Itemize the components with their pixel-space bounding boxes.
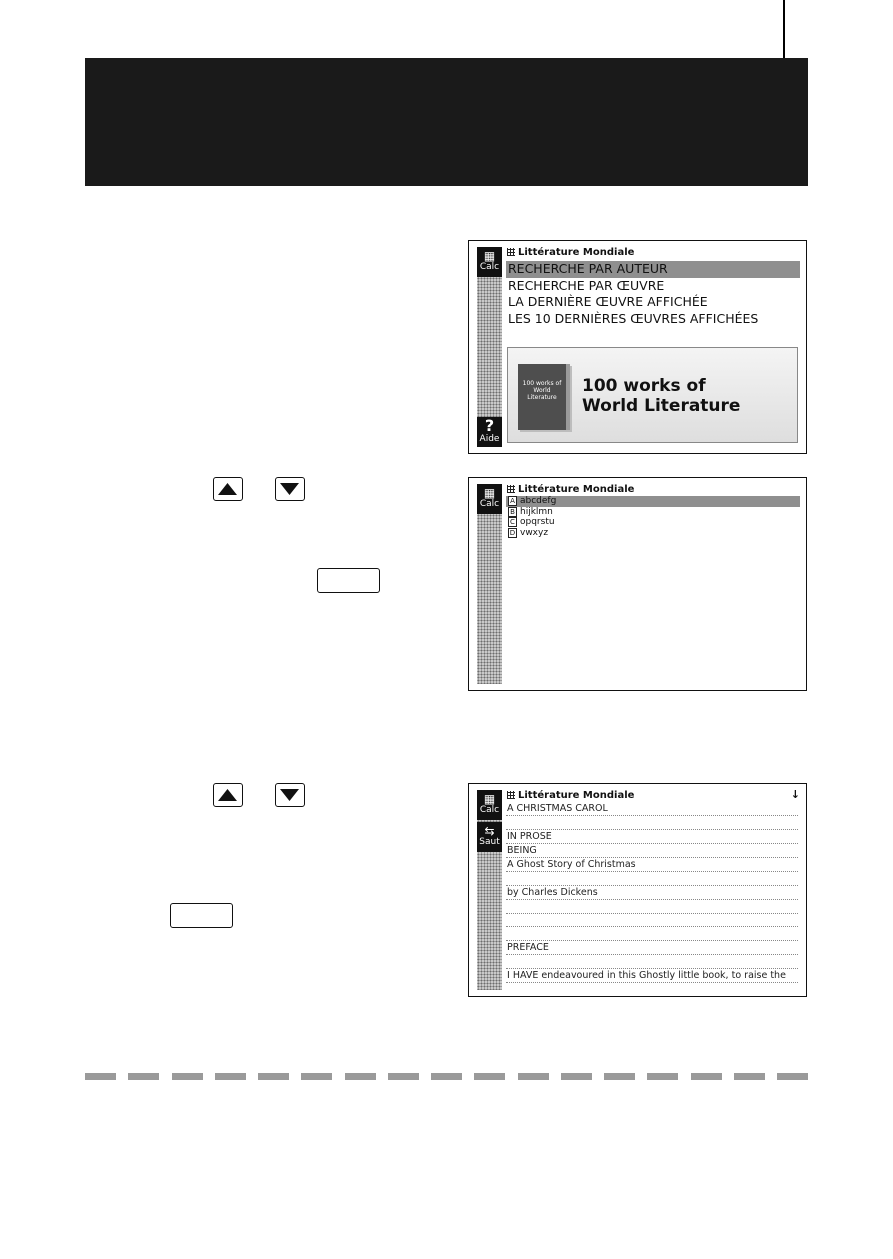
screen-title-text: Littérature Mondiale <box>518 790 635 801</box>
help-button[interactable] <box>477 417 502 447</box>
enter-key[interactable] <box>170 903 233 928</box>
menu-item-author[interactable]: RECHERCHE PAR AUTEUR <box>506 261 800 278</box>
text-line: BEING <box>506 844 798 858</box>
jump-icon: ⇆ <box>484 824 495 838</box>
text-line <box>506 955 798 969</box>
page-tab-marker <box>783 0 785 58</box>
list-item[interactable] <box>506 528 800 539</box>
dictionary-grid-icon <box>507 248 515 256</box>
letter-key-icon: A <box>508 496 517 506</box>
calculator-icon: ▦ <box>483 249 496 263</box>
screen-alphabet-index <box>468 477 807 691</box>
text-line: IN PROSE <box>506 830 798 844</box>
book-cover <box>518 364 570 430</box>
book-banner <box>507 347 798 443</box>
down-arrow-key-icon <box>280 483 299 495</box>
down-key[interactable] <box>275 477 305 501</box>
scroll-down-arrow-icon: ↓ <box>790 788 800 801</box>
dictionary-grid-icon <box>507 791 515 799</box>
calc-label: Calc <box>479 499 500 509</box>
screen-title <box>507 790 634 801</box>
screen-title-text: Littérature Mondiale <box>518 484 635 495</box>
jump-button[interactable] <box>477 822 502 852</box>
menu-item-last-work[interactable]: LA DERNIÈRE ŒUVRE AFFICHÉE <box>508 294 708 309</box>
screen-text-reader <box>468 783 807 997</box>
up-key[interactable] <box>213 477 243 501</box>
up-key[interactable] <box>213 783 243 807</box>
letter-key-icon: B <box>508 507 517 517</box>
section-header-band <box>85 58 808 186</box>
calculator-icon: ▦ <box>483 792 496 806</box>
down-arrow-key-icon <box>280 789 299 801</box>
up-arrow-key-icon <box>218 789 237 801</box>
screen-literature-menu <box>468 240 807 454</box>
list-item-text: abcdefg <box>520 496 557 506</box>
dictionary-grid-icon <box>507 485 515 493</box>
calc-button[interactable] <box>477 247 502 277</box>
list-item-text: opqrstu <box>520 517 555 528</box>
screen-title <box>507 247 634 258</box>
search-menu <box>506 261 800 327</box>
banner-line-1: 100 works of <box>582 376 706 396</box>
section-divider <box>85 1073 808 1080</box>
menu-item-work[interactable]: RECHERCHE PAR ŒUVRE <box>508 277 665 293</box>
question-mark-icon: ? <box>484 416 495 435</box>
text-body <box>506 802 798 983</box>
text-line <box>506 872 798 886</box>
text-line <box>506 816 798 830</box>
up-arrow-key-icon <box>218 483 237 495</box>
screen-title <box>507 484 634 495</box>
jump-label: Saut <box>479 837 500 847</box>
text-line: by Charles Dickens <box>506 886 798 900</box>
text-line <box>506 900 798 914</box>
calc-label: Calc <box>479 262 500 272</box>
letter-key-icon: C <box>508 517 517 527</box>
letter-key-icon: D <box>509 528 516 537</box>
list-item[interactable] <box>506 507 800 518</box>
text-line: A Ghost Story of Christmas <box>506 858 798 872</box>
text-line <box>506 927 798 941</box>
list-item[interactable] <box>506 517 800 528</box>
alphabet-list <box>506 496 800 538</box>
banner-title <box>582 376 740 416</box>
sidebar <box>477 484 502 684</box>
text-line: I HAVE endeavoured in this Ghostly little book, to raise the <box>506 969 798 983</box>
calc-label: Calc <box>479 805 500 815</box>
text-line: A CHRISTMAS CAROL <box>506 802 798 816</box>
book-cover-text: 100 works of World Literature <box>522 380 562 402</box>
banner-line-2: World Literature <box>582 396 741 416</box>
down-key[interactable] <box>275 783 305 807</box>
menu-item-last-ten[interactable]: LES 10 DERNIÈRES ŒUVRES AFFICHÉES <box>508 310 759 326</box>
help-label: Aide <box>479 434 500 444</box>
sidebar <box>477 790 502 990</box>
screen-title-text: Littérature Mondiale <box>518 247 635 258</box>
calculator-icon: ▦ <box>483 486 496 500</box>
list-item[interactable] <box>506 496 800 507</box>
text-line <box>506 914 798 928</box>
list-item-text: vwxyz <box>520 527 549 538</box>
calc-button[interactable] <box>477 484 502 514</box>
enter-key[interactable] <box>317 568 380 593</box>
list-item-text: hijklmn <box>520 506 553 517</box>
calc-button[interactable] <box>477 790 502 820</box>
sidebar <box>477 247 502 447</box>
text-line: PREFACE <box>506 941 798 955</box>
